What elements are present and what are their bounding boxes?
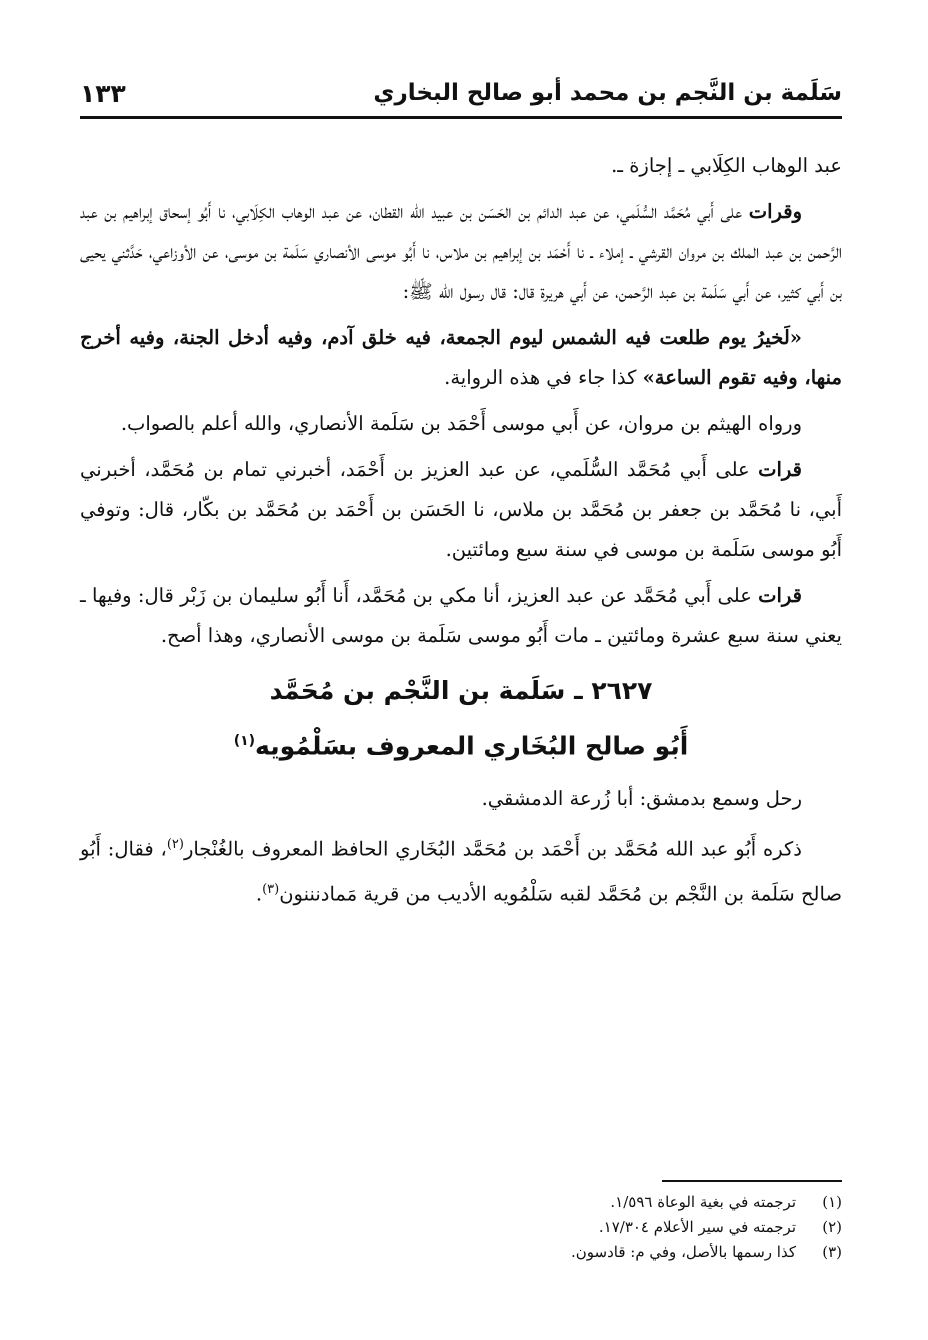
paragraph-3 [80,318,842,398]
footnote-3-text: كذا رسمها بالأصل، وفي م: قادسون. [570,1243,796,1261]
footnote-1-number: (١) [822,1193,842,1211]
entry-heading [80,666,842,771]
paragraph-2-lead: وقرات [748,200,802,223]
hadith-text: «لَخيرُ يوم طلعت فيه الشمس ليوم الجمعة، فيه خلق آدم، وفيه أدخل الجنة، وفيه أخرج منها، وفيه تقوم الساعة» [80,326,842,389]
paragraph-5-text: على أَبي مُحَمَّد السُّلَمي، عن عبد العزيز بن أَحْمَد، أخبرني تمام بن مُحَمَّد، أخبرني أَبي، نا مُحَمَّد بن جعفر بن مُحَمَّد بن ملاس، نا الحَسَن بن أَحْمَد بن مُحَمَّد بن بكّار، قال: وتوفي أَبُو موسى سَلَمة بن موسى في سنة سبع ومائتين. [80,458,842,561]
paragraph-5 [80,450,842,570]
footnotes [80,1180,842,1265]
paragraph-2-text: على أَبي مُحَمَّد السُّلَمي، عن عبد الدائم بن الحَسَن بن عبيد الله القطان، عن عبد الوهاب الكِلَابي، نا أَبُو إسحاق إبراهيم بن عبد الرَّحمن بن عبد الملك بن مروان القرشي ـ إملاء ـ نا أَحْمَد بن إبراهيم بن ملاس، نا أَبُو موسى الأنصاري سَلَمة بن موسى، عن الأوزاعي، حَدَّثني يحيى بن أَبي كثير، عن أَبي سَلَمة بن عبد الرَّحمن، عن أَبي هريرة قال: قال رسول الله ﷺ: [80,200,842,303]
page-number: ١٣٣ [80,78,126,108]
main-text [80,146,842,920]
paragraph-8-part-c: . [255,882,263,906]
footnote-3 [80,1240,842,1265]
footnote-ref-1: (١) [233,733,256,749]
paragraph-1: عبد الوهاب الكِلَابي ـ إجازة ـ. [611,154,842,177]
footnote-2-text: ترجمته في سير الأعلام ١٧/٣٠٤. [598,1218,796,1236]
entry-heading-name: أَبُو صالح البُخَاري المعروف بسَلْمُويه [255,731,689,761]
footnote-1 [80,1190,842,1215]
paragraph-6-text: على أَبي مُحَمَّد عن عبد العزيز، أنا مكي بن مُحَمَّد، أَنا أَبُو سليمان بن زَبْر قال: وفيها ـ يعني سنة سبع عشرة ومائتين ـ مات أَبُو موسى سَلَمة بن موسى الأنصاري، وهذا أصح. [80,584,842,647]
paragraph-7: رحل وسمع بدمشق: أبا زُرعة الدمشقي. [481,787,802,811]
paragraph-5-lead: قرات [758,458,802,481]
footnote-1-text: ترجمته في بغية الوعاة ١/٥٩٦. [610,1193,796,1211]
running-header [80,70,842,119]
footnote-divider [662,1180,842,1182]
footnote-ref-2: (٢) [166,837,184,853]
footnote-ref-3: (٣) [262,881,280,897]
paragraph-6 [80,576,842,656]
entry-heading-line-1: ٢٦٢٧ ـ سَلَمة بن النَّجْم بن مُحَمَّد [269,676,653,705]
paragraph-6-lead: قرات [758,584,802,607]
footnote-2 [80,1215,842,1240]
footnote-2-number: (٢) [822,1218,842,1236]
paragraph-8-part-a: ذكره أَبُو عبد الله مُحَمَّد بن أَحْمَد بن مُحَمَّد البُخَاري الحافظ المعروف بالغُنْجار [183,837,802,861]
paragraph-8-part-b: ، فقال: أَبُو صالح سَلَمة بن النَّجْم بن مُحَمَّد لقبه سَلْمُويه الأديب من قرية مَمادنننون [80,837,842,906]
paragraph-3-text: كذا جاء في هذه الرواية. [444,366,643,389]
paragraph-2 [80,192,842,312]
entry-heading-line-2 [80,716,842,771]
paragraph-8 [80,825,842,914]
footnote-3-number: (٣) [822,1243,842,1261]
paragraph-4: ورواه الهيثم بن مروان، عن أَبي موسى أَحْمَد بن سَلَمة الأنصاري، والله أعلم بالصواب. [120,412,802,435]
running-title: سَلَمة بن النَّجم بن محمد أبو صالح البخاري [373,80,842,106]
